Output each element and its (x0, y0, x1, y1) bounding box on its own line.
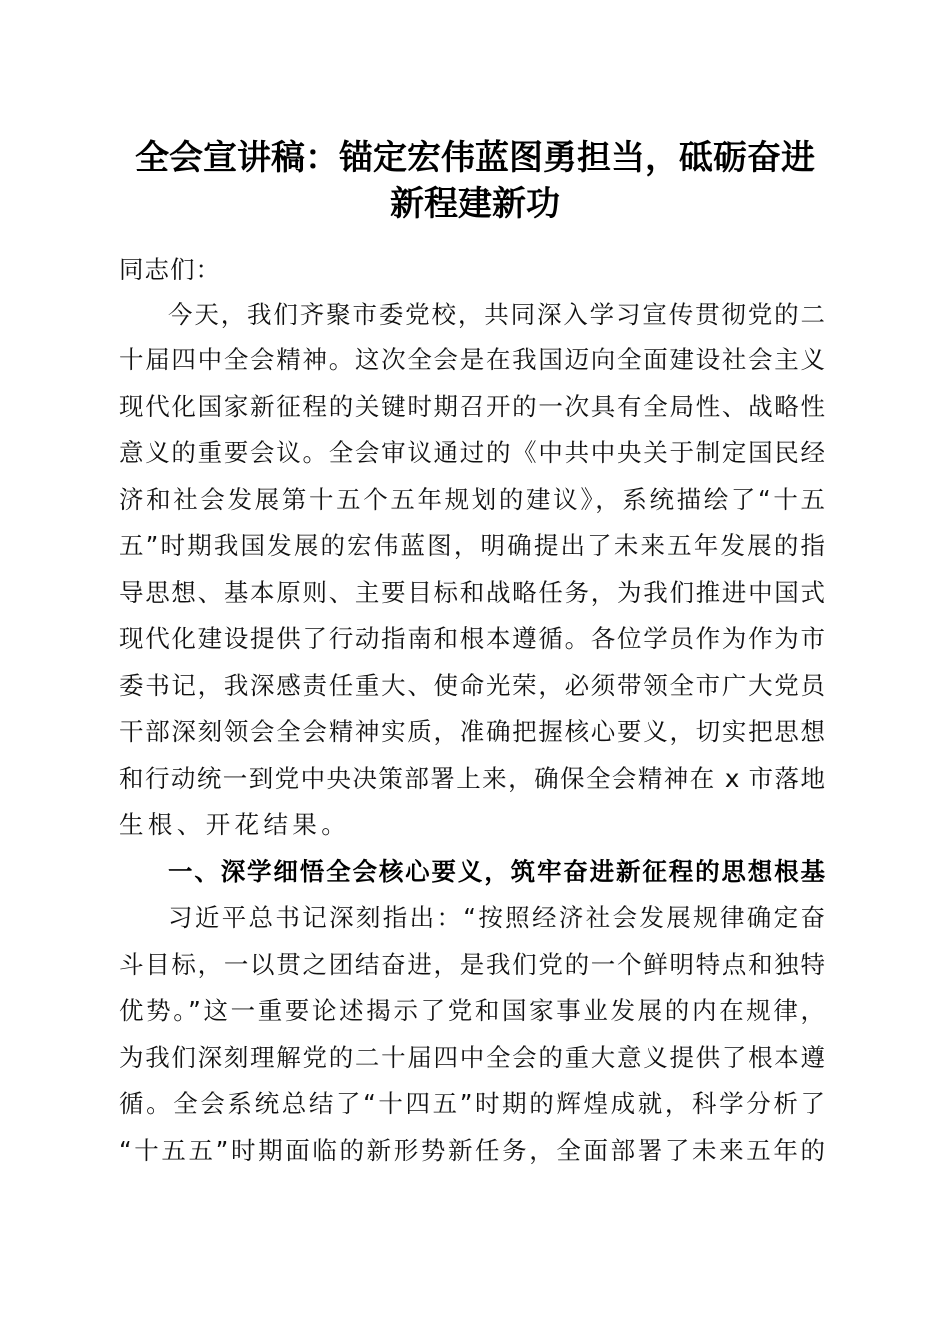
paragraph-line: 习近平总书记深刻指出：“按照经济社会发展规律确定奋 (168, 903, 825, 932)
document-title-line-1: 全会宣讲稿：锚定宏伟蓝图勇担当，砥砺奋进 (135, 138, 815, 178)
paragraph-line: 为我们深刻理解党的二十届四中全会的重大意义提供了根本遵 (119, 1043, 825, 1072)
paragraph-line: 现代化国家新征程的关键时期召开的一次具有全局性、战略性 (119, 392, 825, 421)
paragraph-line: 生根、开花结果。 (119, 810, 351, 839)
salutation: 同志们： (119, 255, 221, 284)
paragraph-line: 十届四中全会精神。这次全会是在我国迈向全面建设社会主义 (119, 345, 825, 374)
paragraph-line: 斗目标，一以贯之团结奋进，是我们党的一个鲜明特点和独特 (119, 950, 825, 979)
paragraph-line: 和行动统一到党中央决策部署上来，确保全会精神在 x 市落地 (119, 764, 825, 793)
paragraph-line: 今天，我们齐聚市委党校，共同深入学习宣传贯彻党的二 (168, 300, 825, 329)
paragraph-line: 委书记，我深感责任重大、使命光荣，必须带领全市广大党员 (119, 671, 825, 700)
paragraph-line: 导思想、基本原则、主要目标和战略任务，为我们推进中国式 (119, 578, 825, 607)
paragraph-line: 济和社会发展第十五个五年规划的建议》，系统描绘了“十五 (119, 485, 825, 514)
paragraph-line: 意义的重要会议。全会审议通过的《中共中央关于制定国民经 (119, 438, 825, 467)
paragraph-line: 优势。”这一重要论述揭示了党和国家事业发展的内在规律， (119, 996, 825, 1025)
section-heading: 一、深学细悟全会核心要义，筑牢奋进新征程的思想根基 (168, 857, 825, 886)
paragraph-line: 循。全会系统总结了“十四五”时期的辉煌成就，科学分析了 (119, 1089, 825, 1118)
paragraph-line: 五”时期我国发展的宏伟蓝图，明确提出了未来五年发展的指 (119, 531, 825, 560)
paragraph-line: “十五五”时期面临的新形势新任务，全面部署了未来五年的 (119, 1136, 825, 1165)
paragraph-line: 现代化建设提供了行动指南和根本遵循。各位学员作为作为市 (119, 624, 825, 653)
paragraph-line: 干部深刻领会全会精神实质，准确把握核心要义，切实把思想 (119, 717, 825, 746)
document-title-line-2: 新程建新功 (390, 184, 560, 224)
